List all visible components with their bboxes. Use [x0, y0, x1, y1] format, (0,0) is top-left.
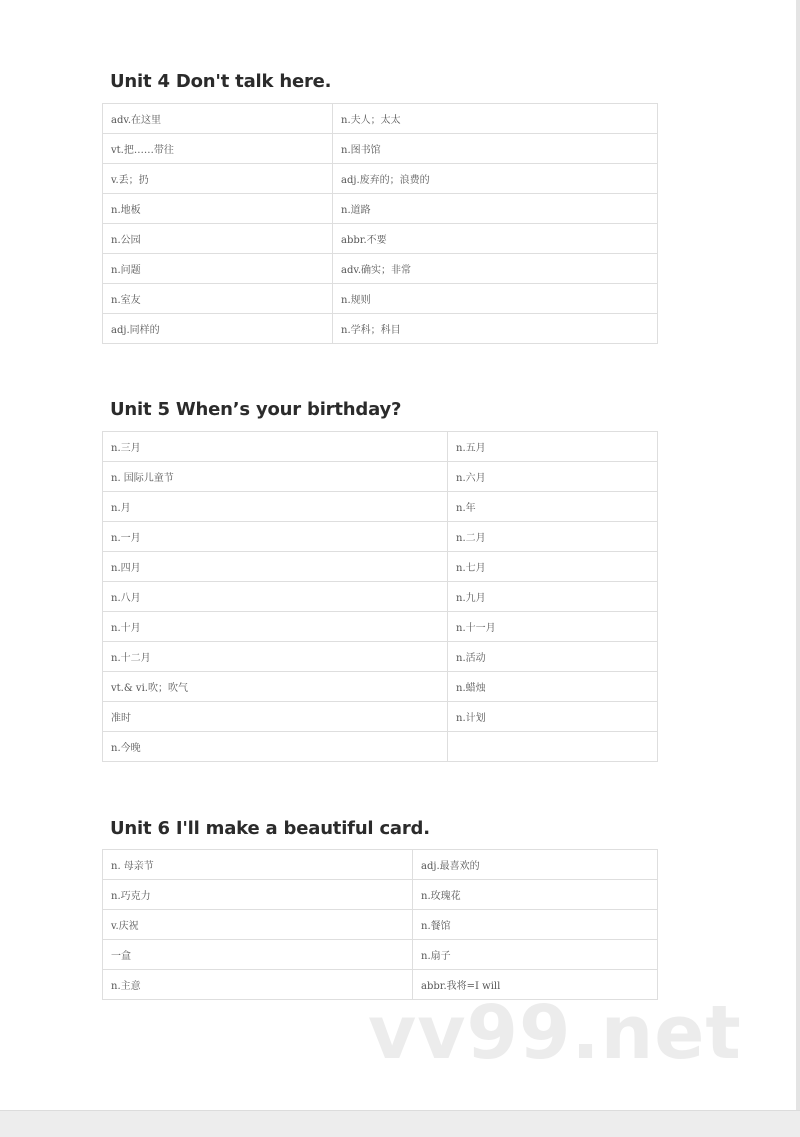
vocab-cell-right: [448, 732, 658, 762]
vocab-cell-right: n.规则: [333, 284, 658, 314]
unit5-vocab-table: [102, 431, 658, 762]
vocab-row: [103, 642, 658, 672]
page-edge: [796, 0, 800, 1137]
vocab-row: [103, 522, 658, 552]
unit4-vocab-table: [102, 103, 658, 344]
vocab-cell-left: n.十二月: [103, 642, 448, 672]
vocab-cell-right: adj.废弃的；浪费的: [333, 164, 658, 194]
vocab-cell-right: adj.最喜欢的: [413, 850, 658, 880]
vocab-cell-left: 一盒: [103, 940, 413, 970]
vocab-cell-left: n.一月: [103, 522, 448, 552]
vocab-row: [103, 432, 658, 462]
vocab-row: [103, 880, 658, 910]
vocab-cell-right: n.年: [448, 492, 658, 522]
vocab-cell-right: n.餐馆: [413, 910, 658, 940]
vocab-cell-right: n.二月: [448, 522, 658, 552]
vocab-row: [103, 314, 658, 344]
vocab-cell-left: n.今晚: [103, 732, 448, 762]
vocab-row: [103, 672, 658, 702]
vocab-cell-right: n.七月: [448, 552, 658, 582]
vocab-row: [103, 910, 658, 940]
unit6-vocab-table: [102, 849, 658, 1000]
vocab-cell-left: vt.& vi.吹；吹气: [103, 672, 448, 702]
vocab-cell-left: n.十月: [103, 612, 448, 642]
vocab-row: [103, 552, 658, 582]
vocab-row: [103, 612, 658, 642]
vocab-row: [103, 702, 658, 732]
vocab-cell-right: n.道路: [333, 194, 658, 224]
vocab-row: [103, 462, 658, 492]
vocab-cell-left: v.丢；扔: [103, 164, 333, 194]
vocab-cell-left: n.八月: [103, 582, 448, 612]
vocab-row: [103, 194, 658, 224]
vocab-cell-left: n. 母亲节: [103, 850, 413, 880]
vocab-cell-left: n.三月: [103, 432, 448, 462]
vocab-cell-left: n.公园: [103, 224, 333, 254]
vocab-cell-right: n.五月: [448, 432, 658, 462]
unit4-heading: Unit 4 Don't talk here.: [110, 71, 332, 92]
vocab-cell-left: n. 国际儿童节: [103, 462, 448, 492]
vocab-row: [103, 104, 658, 134]
vocab-cell-left: n.月: [103, 492, 448, 522]
vocab-cell-right: n.十一月: [448, 612, 658, 642]
vocab-cell-left: 准时: [103, 702, 448, 732]
vocab-cell-left: n.四月: [103, 552, 448, 582]
vocab-cell-right: n.六月: [448, 462, 658, 492]
vocab-cell-left: n.巧克力: [103, 880, 413, 910]
vocab-cell-right: n.图书馆: [333, 134, 658, 164]
vocab-row: [103, 850, 658, 880]
vocab-cell-left: adj.同样的: [103, 314, 333, 344]
vocab-row: [103, 582, 658, 612]
vocab-cell-right: n.活动: [448, 642, 658, 672]
vocab-row: [103, 940, 658, 970]
vocab-cell-left: vt.把……带往: [103, 134, 333, 164]
vocab-cell-left: adv.在这里: [103, 104, 333, 134]
vocab-cell-right: abbr.我将=I will: [413, 970, 658, 1000]
vocab-cell-right: n.玫瑰花: [413, 880, 658, 910]
unit5-heading: Unit 5 When’s your birthday?: [110, 399, 402, 420]
vocab-cell-right: abbr.不要: [333, 224, 658, 254]
vocab-cell-right: n.计划: [448, 702, 658, 732]
vocab-row: [103, 492, 658, 522]
unit6-heading: Unit 6 I'll make a beautiful card.: [110, 818, 430, 839]
vocab-row: [103, 134, 658, 164]
vocab-cell-right: n.扇子: [413, 940, 658, 970]
vocab-row: [103, 164, 658, 194]
vocab-cell-right: n.夫人；太太: [333, 104, 658, 134]
vocab-cell-left: v.庆祝: [103, 910, 413, 940]
vocab-cell-left: n.室友: [103, 284, 333, 314]
bottom-scrollbar[interactable]: [0, 1110, 800, 1137]
vocab-row: [103, 224, 658, 254]
vocab-cell-right: n.学科；科目: [333, 314, 658, 344]
watermark: vv99.net: [368, 990, 742, 1076]
vocab-cell-right: n.蜡烛: [448, 672, 658, 702]
vocab-cell-left: n.问题: [103, 254, 333, 284]
vocab-row: [103, 254, 658, 284]
vocab-cell-left: n.地板: [103, 194, 333, 224]
vocab-cell-right: n.九月: [448, 582, 658, 612]
vocab-row: [103, 284, 658, 314]
vocab-row: [103, 732, 658, 762]
vocab-cell-right: adv.确实；非常: [333, 254, 658, 284]
vocab-cell-left: n.主意: [103, 970, 413, 1000]
